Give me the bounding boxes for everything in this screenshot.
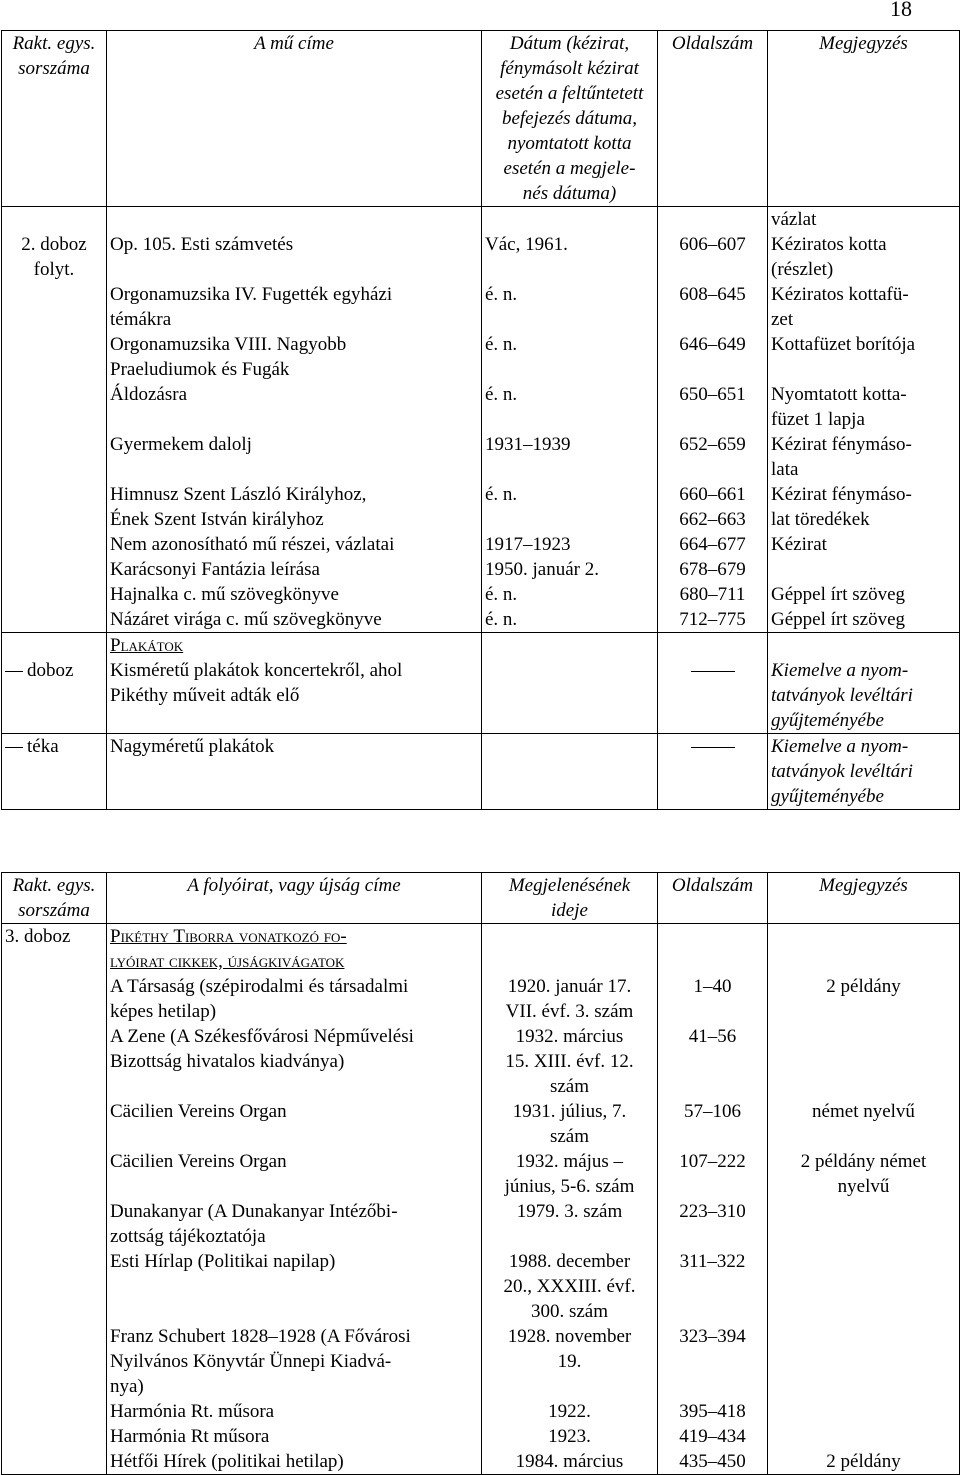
periodicals-heading: lyóirat cikkek, újságkivágatok — [110, 951, 345, 972]
pages-line — [661, 207, 764, 232]
note-line — [771, 557, 956, 582]
header-num: Rakt. egys. sorszáma — [2, 31, 107, 207]
header-date-line: esetén a feltűntetett — [495, 83, 644, 104]
large-posters-title: Nagyméretű plakátok — [107, 734, 482, 810]
header-date-line: befejezés dátuma, — [501, 108, 638, 129]
table2-box3-row — [2, 924, 960, 1475]
title-line: Orgonamuzsika VIII. Nagyobb — [110, 334, 347, 355]
date-line: é. n. — [485, 384, 518, 405]
date-line — [485, 457, 654, 482]
pages-line — [661, 257, 764, 282]
title-line: Orgonamuzsika IV. Fugették egyházi — [110, 284, 393, 305]
date-line: é. n. — [485, 584, 518, 605]
periodical-pages: 395–418 — [679, 1401, 746, 1422]
date-line: 1917–1923 — [485, 534, 571, 555]
periodical-date: 1984. március — [515, 1451, 624, 1472]
title-line: Áldozásra — [110, 384, 188, 405]
periodical-pages: 223–310 — [679, 1201, 746, 1222]
manuscripts-table — [1, 30, 960, 810]
title-line: Himnusz Szent László Királyhoz, — [110, 484, 367, 505]
date-line — [485, 507, 654, 532]
note-line: füzet 1 lapja — [771, 409, 865, 430]
box-label: 3. doboz — [2, 924, 107, 1475]
date-line — [485, 307, 654, 332]
periodical-date: szám — [549, 1076, 590, 1097]
note-line: lat töredékek — [771, 509, 870, 530]
periodical-pages: 1–40 — [693, 976, 732, 997]
date-line — [485, 357, 654, 382]
periodical-title: zottság tájékoztatója — [110, 1226, 266, 1247]
periodical-date: 300. szám — [530, 1301, 609, 1322]
pages-cell — [658, 207, 768, 633]
note-line: zet — [771, 309, 794, 330]
header-date-line: esetén a megjele- — [503, 158, 636, 179]
periodical-title: Harmónia Rt műsora — [110, 1426, 270, 1447]
header-date: Megjelenésének ideje — [482, 873, 658, 924]
note-line: Kéziratos kottafü- — [771, 284, 909, 305]
note-line: Géppel írt szöveg — [771, 609, 906, 630]
date-line — [485, 407, 654, 432]
note-line: lata — [771, 459, 799, 480]
title-line: Praeludiumok és Fugák — [110, 359, 290, 380]
note-line: Kézirat fénymáso- — [771, 434, 912, 455]
title-line: Karácsonyi Fantázia leírása — [110, 559, 320, 580]
title-line — [110, 407, 478, 432]
titles-cell — [107, 207, 482, 633]
periodical-title: Nyilvános Könyvtár Ünnepi Kiadvá- — [110, 1351, 392, 1372]
periodical-date: 19. — [557, 1351, 582, 1372]
date-line: é. n. — [485, 484, 518, 505]
posters-title: Plakátok Kisméretű plakátok koncertekről, ahol Pikéthy műveit adták elő — [107, 633, 482, 734]
posters-pages — [658, 633, 768, 734]
note-line: Kézirat fénymáso- — [771, 484, 912, 505]
header-note: Megjegyzés — [768, 31, 960, 207]
note-line: Nyomtatott kotta- — [771, 384, 907, 405]
pages-line: 662–663 — [679, 509, 746, 530]
pages-line: 660–661 — [679, 484, 746, 505]
periodical-title: nya) — [110, 1376, 144, 1397]
note-line: Kéziratos kotta — [771, 234, 887, 255]
pages-line — [661, 307, 764, 332]
periodical-title: Cäcilien Vereins Organ — [110, 1101, 287, 1122]
large-posters-date — [482, 734, 658, 810]
date-line — [485, 257, 654, 282]
large-posters-note: Kiemelve a nyom- tatványok levéltári gyűjteményébe — [768, 734, 960, 810]
pages-line: 608–645 — [679, 284, 746, 305]
title-line: Ének Szent István királyhoz — [110, 509, 324, 530]
periodical-note: német nyelvű — [812, 1101, 915, 1122]
periodical-dates — [482, 924, 658, 1475]
note-line: Kottafüzet borítója — [771, 334, 916, 355]
periodical-pages: 323–394 — [679, 1326, 746, 1347]
posters-date — [482, 633, 658, 734]
title-line: témákra — [110, 309, 172, 330]
posters-box: doboz — [2, 633, 107, 734]
periodical-date: 1928. november — [507, 1326, 632, 1347]
date-line: é. n. — [485, 284, 518, 305]
header-date-line: Dátum (kézirat, — [509, 33, 630, 54]
note-line: vázlat — [771, 209, 817, 230]
header-pages: Oldalszám — [658, 873, 768, 924]
title-line: Hajnalka c. mű szövegkönyve — [110, 584, 339, 605]
pages-line — [661, 457, 764, 482]
periodicals-heading: Pikéthy Tiborra vonatkozó fo- — [110, 926, 347, 947]
periodical-pages: 419–434 — [679, 1426, 746, 1447]
posters-note: Kiemelve a nyom- tatványok levéltári gyűjteményébe — [768, 633, 960, 734]
pages-line: 652–659 — [679, 434, 746, 455]
periodicals-table — [1, 872, 960, 1475]
periodical-date: 1922. — [548, 1401, 591, 1422]
periodical-note: nyelvű — [837, 1176, 890, 1197]
periodical-date: 15. XIII. évf. 12. — [505, 1051, 634, 1072]
periodical-date: 20., XXXIII. évf. — [503, 1276, 636, 1297]
periodical-notes — [768, 924, 960, 1475]
periodical-pages: 311–322 — [679, 1251, 746, 1272]
dates-cell — [482, 207, 658, 633]
periodical-date: szám — [549, 1126, 590, 1147]
periodical-pages: 57–106 — [684, 1101, 741, 1122]
title-line — [110, 457, 478, 482]
header-title: A folyóirat, vagy újság címe — [107, 873, 482, 924]
header-pages: Oldalszám — [658, 31, 768, 207]
periodical-pages: 107–222 — [679, 1151, 746, 1172]
periodical-title: képes hetilap) — [110, 1001, 217, 1022]
date-line: Vác, 1961. — [485, 234, 568, 255]
header-title: A mű címe — [107, 31, 482, 207]
periodical-date: 1931. július, 7. — [512, 1101, 627, 1122]
title-line — [110, 257, 478, 282]
periodical-note: 2 példány — [826, 1451, 901, 1472]
header-date-line: nyomtatott kotta — [507, 133, 632, 154]
large-posters-box: téka — [2, 734, 107, 810]
periodical-titles — [107, 924, 482, 1475]
box-label: 2. doboz folyt. — [2, 207, 107, 633]
pages-line — [661, 407, 764, 432]
header-date-line: nés dátuma) — [522, 183, 617, 204]
periodical-title: Dunakanyar (A Dunakanyar Intézőbi- — [110, 1201, 398, 1222]
periodical-date: 1920. január 17. — [507, 976, 632, 997]
header-date-line: fénymásolt kézirat — [500, 58, 639, 79]
header-num: Rakt. egys. sorszáma — [2, 873, 107, 924]
periodical-date: 1979. 3. szám — [516, 1201, 623, 1222]
title-line — [110, 207, 478, 232]
periodical-date: VII. évf. 3. szám — [505, 1001, 634, 1022]
title-line: Gyermekem dalolj — [110, 434, 252, 455]
pages-line: 646–649 — [679, 334, 746, 355]
periodical-title: Esti Hírlap (Politikai napilap) — [110, 1251, 336, 1272]
periodical-pages — [658, 924, 768, 1475]
periodical-date: 1923. — [548, 1426, 591, 1447]
pages-line: 664–677 — [679, 534, 746, 555]
periodical-title: Franz Schubert 1828–1928 (A Fővárosi — [110, 1326, 411, 1347]
header-date — [482, 31, 658, 207]
notes-cell — [768, 207, 960, 633]
periodical-title: A Zene (A Székesfővárosi Népművelési — [110, 1026, 414, 1047]
table1-header-row — [2, 31, 960, 207]
periodical-title: Bizottság hivatalos kiadványa) — [110, 1051, 345, 1072]
pages-line: 680–711 — [679, 584, 746, 605]
periodical-title: Hétfői Hírek (politikai hetilap) — [110, 1451, 344, 1472]
periodical-note: 2 példány — [826, 976, 901, 997]
periodical-date: június, 5-6. szám — [504, 1176, 635, 1197]
note-line — [771, 357, 956, 382]
note-line: (részlet) — [771, 259, 834, 280]
large-posters-pages — [658, 734, 768, 810]
pages-line: 678–679 — [679, 559, 746, 580]
periodical-date: 1932. március — [515, 1026, 624, 1047]
title-line: Nem azonosítható mű részei, vázlatai — [110, 534, 395, 555]
page-number: 18 — [890, 0, 912, 21]
date-line: é. n. — [485, 609, 518, 630]
header-note: Megjegyzés — [768, 873, 960, 924]
note-line: Kézirat — [771, 534, 827, 555]
pages-line: 606–607 — [679, 234, 746, 255]
periodical-title: A Társaság (szépirodalmi és társadalmi — [110, 976, 409, 997]
large-posters-row — [2, 734, 960, 810]
periodical-date: 1988. december — [508, 1251, 631, 1272]
title-line: Názáret virága c. mű szövegkönyve — [110, 609, 382, 630]
periodical-date: 1932. május – — [515, 1151, 624, 1172]
periodical-title: Harmónia Rt. műsora — [110, 1401, 275, 1422]
title-line: Op. 105. Esti számvetés — [110, 234, 294, 255]
date-line — [485, 207, 654, 232]
periodical-pages: 41–56 — [688, 1026, 737, 1047]
table1-box2-row — [2, 207, 960, 633]
date-line: 1931–1939 — [485, 434, 571, 455]
date-line: 1950. január 2. — [485, 559, 599, 580]
date-line: é. n. — [485, 334, 518, 355]
periodical-note: 2 példány német — [800, 1151, 927, 1172]
pages-line: 712–775 — [679, 609, 746, 630]
pages-line: 650–651 — [679, 384, 746, 405]
periodical-pages: 435–450 — [679, 1451, 746, 1472]
table2-header-row — [2, 873, 960, 924]
periodical-title: Cäcilien Vereins Organ — [110, 1151, 287, 1172]
posters-heading: Plakátok — [110, 635, 184, 656]
pages-line — [661, 357, 764, 382]
posters-row — [2, 633, 960, 734]
note-line: Géppel írt szöveg — [771, 584, 906, 605]
